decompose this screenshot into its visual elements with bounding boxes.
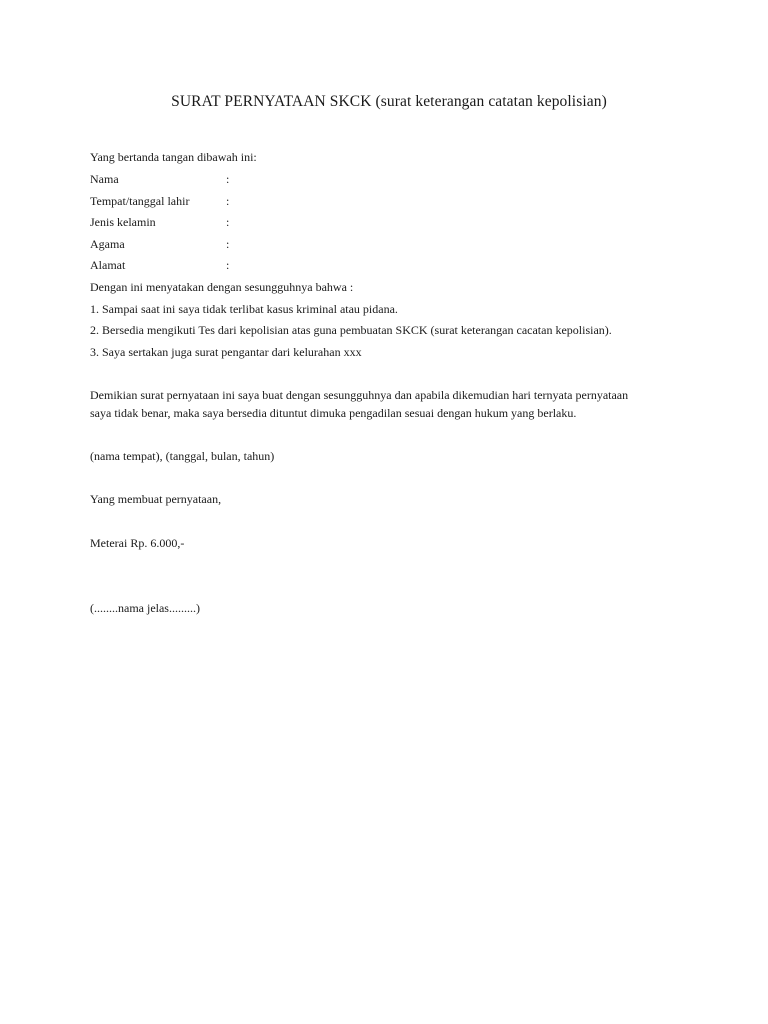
field-label-nama: Nama (90, 172, 119, 186)
statement-intro: Dengan ini menyatakan dengan sesungguhnya bahwa : (90, 280, 354, 294)
field-label-alamat: Alamat (90, 258, 126, 272)
closing-paragraph-line-1: Demikian surat pernyataan ini saya buat dengan sesungguhnya dan apabila dikemudian hari ternyata pernyataan (90, 388, 629, 402)
signatory-label: Yang membuat pernyataan, (90, 492, 222, 506)
stamp-label: Meterai Rp. 6.000,- (90, 536, 185, 550)
document-title: SURAT PERNYATAAN SKCK (surat keterangan catatan kepolisian) (171, 93, 607, 110)
intro-text: Yang bertanda tangan dibawah ini: (90, 150, 257, 164)
field-colon-jenis-kelamin: : (226, 215, 230, 229)
place-date-line: (nama tempat), (tanggal, bulan, tahun) (90, 449, 275, 463)
closing-paragraph-line-2: saya tidak benar, maka saya bersedia dituntut dimuka pengadilan sesuai dengan hukum yang berlaku. (90, 406, 577, 420)
field-colon-tempat-tanggal-lahir: : (226, 194, 230, 208)
field-colon-agama: : (226, 237, 230, 251)
statement-point-3: 3. Saya sertakan juga surat pengantar dari kelurahan xxx (90, 345, 362, 359)
statement-point-1: 1. Sampai saat ini saya tidak terlibat kasus kriminal atau pidana. (90, 302, 398, 316)
field-label-agama: Agama (90, 237, 125, 251)
field-colon-nama: : (226, 172, 230, 186)
signature-name-line: (........nama jelas.........) (90, 601, 200, 615)
field-label-tempat-tanggal-lahir: Tempat/tanggal lahir (90, 194, 190, 208)
statement-point-2: 2. Bersedia mengikuti Tes dari kepolisian atas guna pembuatan SKCK (surat keterangan cacatan kepolisian). (90, 323, 612, 337)
field-colon-alamat: : (226, 258, 230, 272)
field-label-jenis-kelamin: Jenis kelamin (90, 215, 156, 229)
